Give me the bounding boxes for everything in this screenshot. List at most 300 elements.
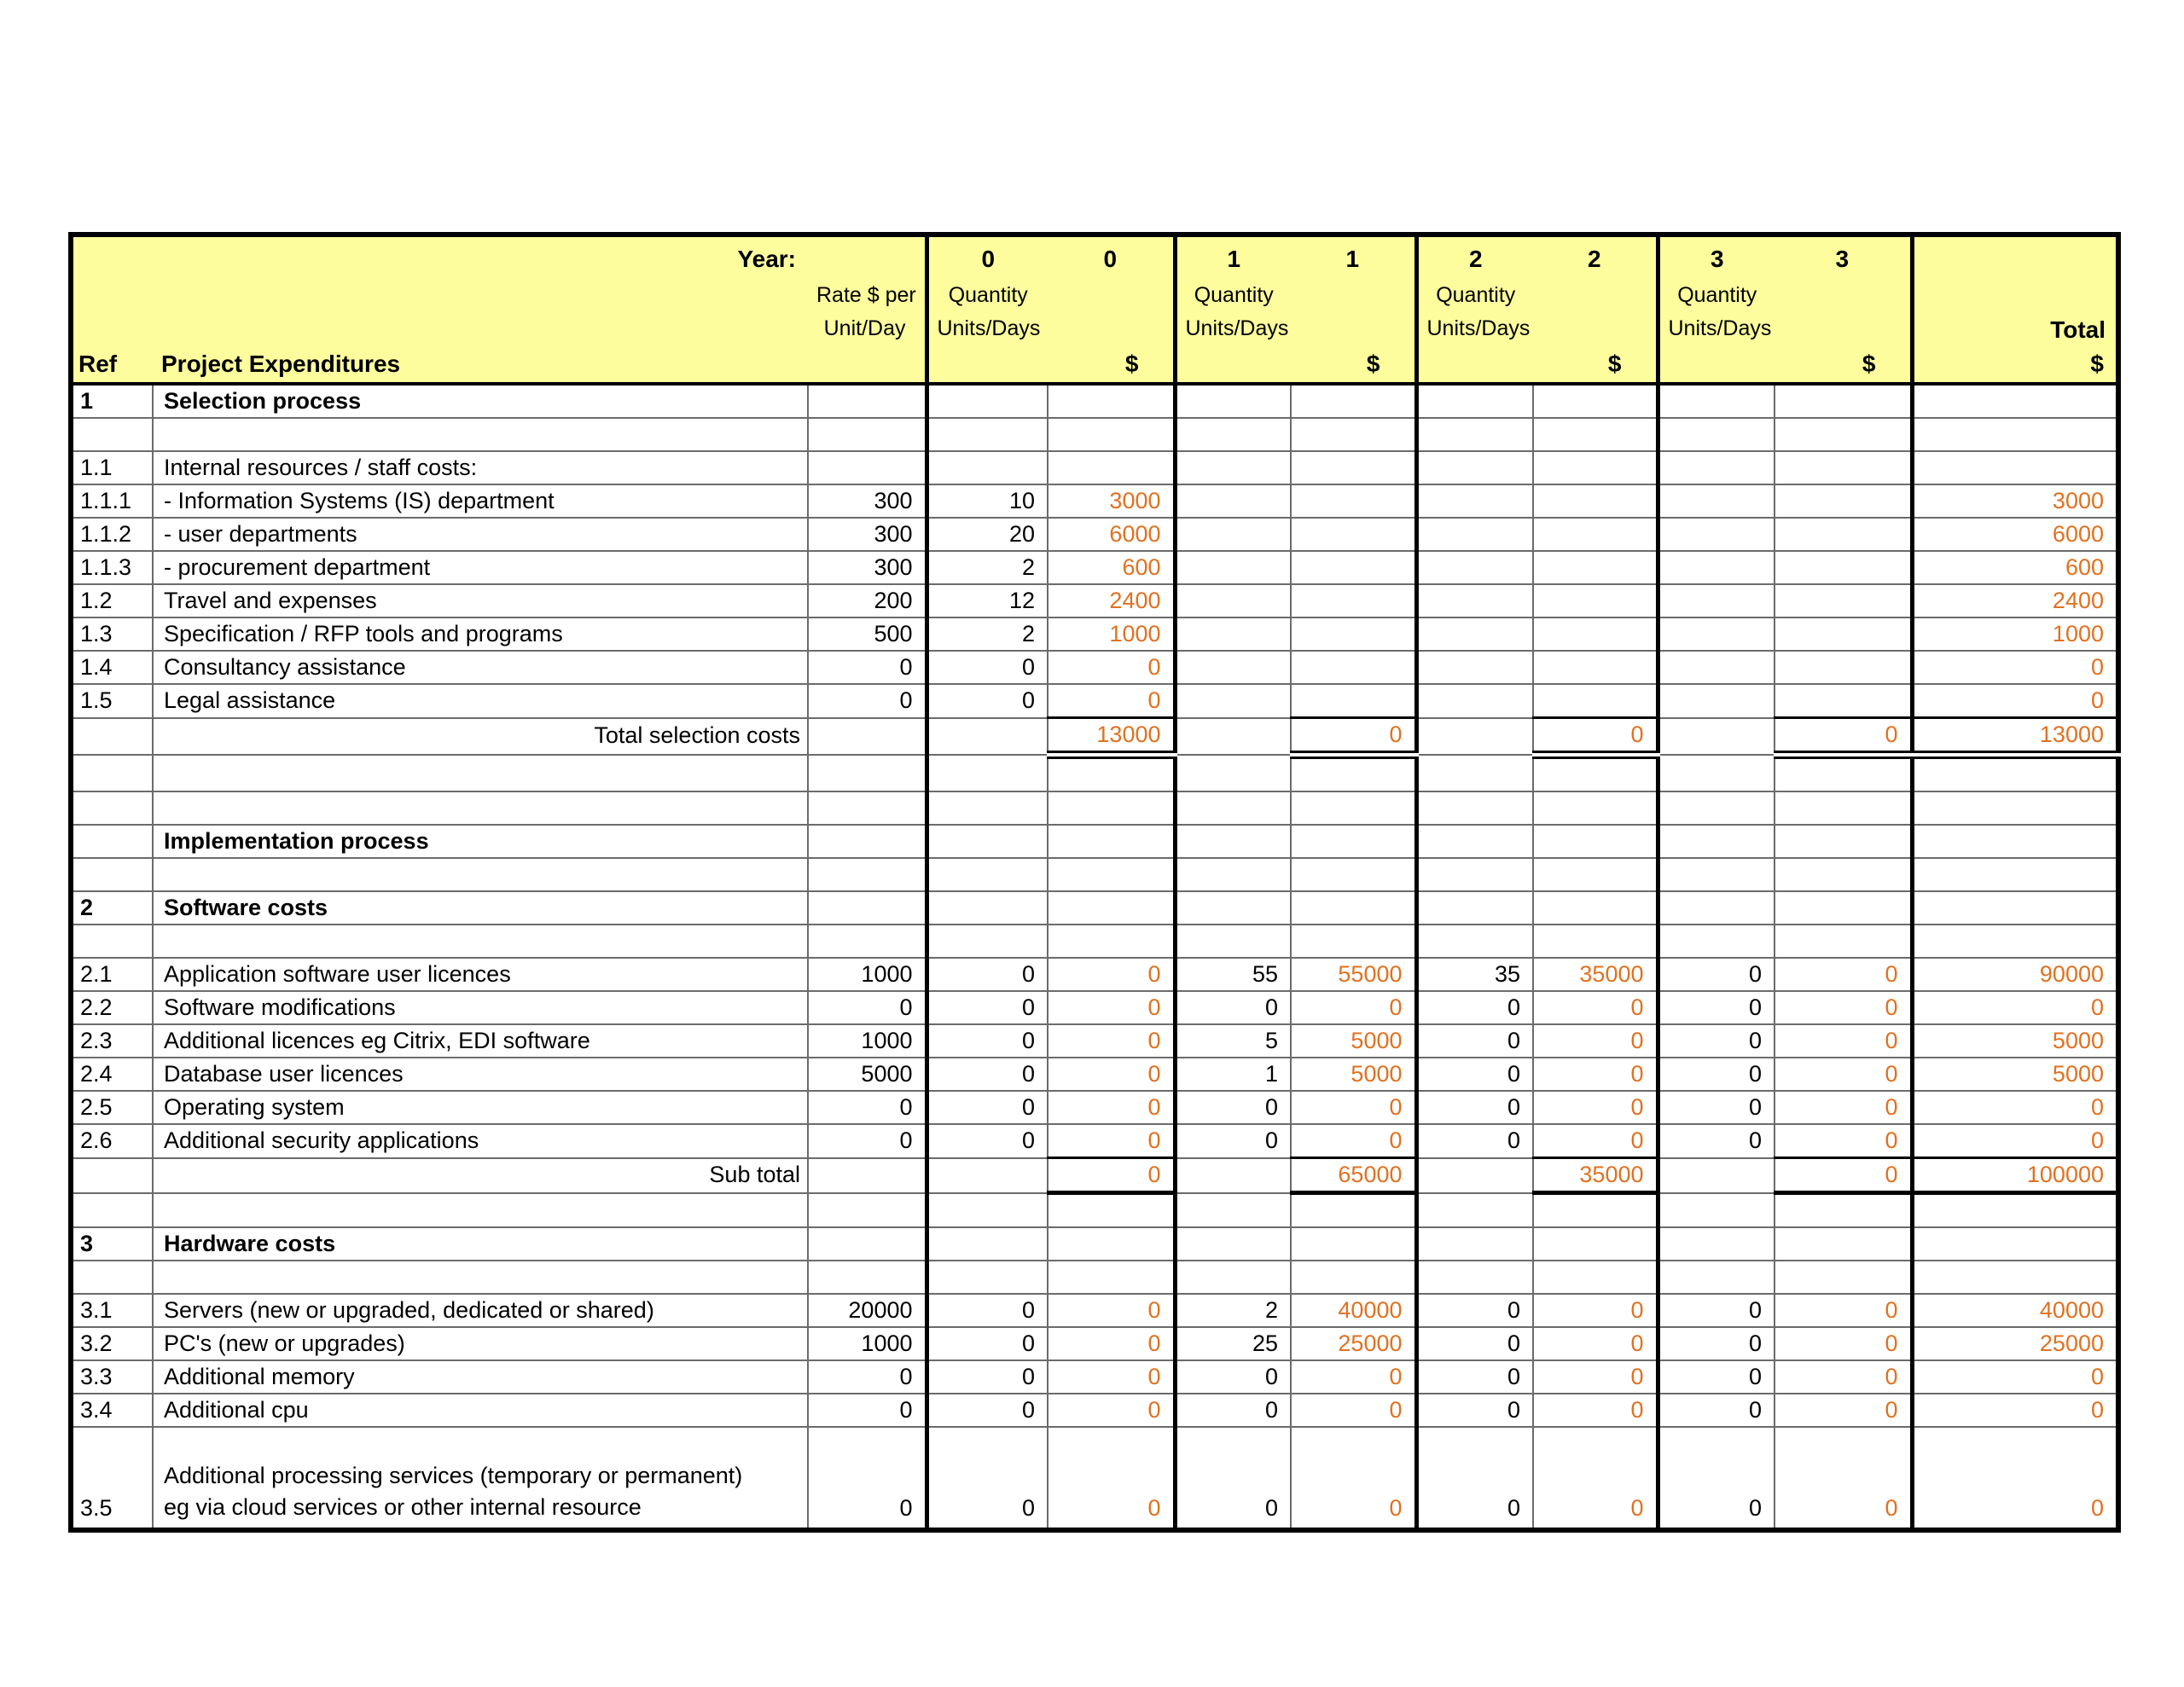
cell-year2-quantity [1416, 925, 1533, 958]
cell-year3-dollars [1774, 518, 1912, 551]
cell-year3-dollars [1774, 484, 1912, 518]
cell-year0-dollars: 0 [1048, 1124, 1175, 1158]
cell-year0-dollars [1048, 1193, 1175, 1228]
cell-year1-dollars [1291, 584, 1416, 617]
cell-year0-quantity [926, 858, 1048, 891]
cell-year2-dollars [1533, 825, 1658, 858]
cell-ref: 2.3 [71, 1024, 153, 1058]
cell-year1-quantity [1175, 451, 1291, 484]
cell-year3-dollars: 0 [1774, 1394, 1912, 1427]
header-year-label: Year: [71, 235, 808, 280]
cell-year2-quantity [1416, 891, 1533, 925]
cell-year3-quantity: 0 [1658, 1427, 1774, 1530]
project-expenditures-table [68, 232, 2121, 1533]
cell-label: Servers (new or upgraded, dedicated or shared) [153, 1294, 808, 1327]
cell-year3-quantity [1658, 825, 1774, 858]
cell-year2-dollars [1533, 384, 1658, 418]
cell-ref: 2.6 [71, 1124, 153, 1158]
cell-year1-quantity: 0 [1175, 1124, 1291, 1158]
cell-year3-quantity [1658, 651, 1774, 684]
expenditure-sheet [68, 232, 2121, 1533]
table-row [71, 958, 2118, 991]
cell-rate: 0 [808, 1427, 926, 1530]
cell-total [1912, 755, 2118, 791]
cell-year1-dollars [1291, 684, 1416, 718]
header-dollar-sign-year3: $ [1774, 346, 1912, 384]
cell-year0-quantity: 0 [926, 1394, 1048, 1427]
cell-label: Hardware costs [153, 1227, 808, 1261]
cell-label: Travel and expenses [153, 584, 808, 617]
header-spacer [1175, 346, 1291, 384]
spacer-row [71, 791, 2118, 825]
cell-rate: 20000 [808, 1294, 926, 1327]
cell-year1-quantity [1175, 791, 1291, 825]
cell-rate [808, 1227, 926, 1261]
cell-year0-quantity: 20 [926, 518, 1048, 551]
cell-year3-dollars [1774, 551, 1912, 584]
cell-year2-quantity [1416, 551, 1533, 584]
cell-year1-quantity [1175, 617, 1291, 651]
cell-year1-dollars: 0 [1291, 1427, 1416, 1530]
cell-year0-dollars [1048, 1261, 1175, 1294]
cell-year0-quantity: 2 [926, 617, 1048, 651]
cell-rate: 0 [808, 1394, 926, 1427]
cell-ref: 2.1 [71, 958, 153, 991]
cell-year1-dollars [1291, 551, 1416, 584]
cell-year2-dollars: 0 [1533, 1327, 1658, 1360]
cell-year3-dollars [1774, 858, 1912, 891]
cell-year3-dollars [1774, 825, 1912, 858]
cell-year2-quantity [1416, 1227, 1533, 1261]
cell-year3-quantity [1658, 891, 1774, 925]
table-row [71, 1024, 2118, 1058]
table-row [71, 518, 2118, 551]
cell-year3-dollars: 0 [1774, 1158, 1912, 1193]
cell-ref [71, 755, 153, 791]
cell-year1-quantity [1175, 858, 1291, 891]
cell-year1-quantity [1175, 718, 1291, 756]
cell-year3-quantity [1658, 684, 1774, 718]
cell-year0-dollars [1048, 755, 1175, 791]
cell-total: 6000 [1912, 518, 2118, 551]
cell-label: Sub total [153, 1158, 808, 1193]
cell-year1-dollars [1291, 825, 1416, 858]
cell-year1-dollars [1291, 791, 1416, 825]
cell-total [1912, 418, 2118, 451]
cell-total: 0 [1912, 1124, 2118, 1158]
cell-year1-quantity [1175, 825, 1291, 858]
header-quantity-label: Quantity [1416, 280, 1533, 312]
cell-year2-quantity [1416, 484, 1533, 518]
header-year1-number: 1 [1175, 235, 1291, 280]
cell-year1-quantity [1175, 418, 1291, 451]
cell-year1-quantity [1175, 755, 1291, 791]
cell-year0-dollars [1048, 451, 1175, 484]
cell-year1-dollars [1291, 651, 1416, 684]
cell-label: Specification / RFP tools and programs [153, 617, 808, 651]
cell-rate [808, 418, 926, 451]
cell-year1-quantity [1175, 484, 1291, 518]
cell-rate: 300 [808, 551, 926, 584]
cell-total [1912, 1261, 2118, 1294]
cell-year3-dollars [1774, 755, 1912, 791]
cell-year0-quantity [926, 925, 1048, 958]
cell-year0-dollars: 0 [1048, 1360, 1175, 1394]
cell-year3-dollars: 0 [1774, 1327, 1912, 1360]
spacer-row [71, 1261, 2118, 1294]
cell-year3-quantity: 0 [1658, 1360, 1774, 1394]
cell-year2-quantity [1416, 617, 1533, 651]
cell-year1-dollars: 0 [1291, 718, 1416, 756]
cell-label: Consultancy assistance [153, 651, 808, 684]
cell-year0-quantity [926, 791, 1048, 825]
cell-year1-quantity: 5 [1175, 1024, 1291, 1058]
cell-ref: 3.1 [71, 1294, 153, 1327]
cell-year3-quantity [1658, 1193, 1774, 1228]
cell-year1-dollars [1291, 418, 1416, 451]
cell-year2-dollars [1533, 651, 1658, 684]
cell-total: 0 [1912, 651, 2118, 684]
cell-year0-dollars: 0 [1048, 1158, 1175, 1193]
cell-year2-dollars: 35000 [1533, 958, 1658, 991]
cell-year0-dollars [1048, 1227, 1175, 1261]
table-row [71, 651, 2118, 684]
cell-year3-quantity: 0 [1658, 1024, 1774, 1058]
cell-label: Database user licences [153, 1058, 808, 1091]
cell-label: PC's (new or upgrades) [153, 1327, 808, 1360]
table-row [71, 718, 2118, 756]
cell-rate [808, 1261, 926, 1294]
cell-year0-quantity: 0 [926, 684, 1048, 718]
cell-rate: 0 [808, 1091, 926, 1124]
cell-year0-dollars [1048, 418, 1175, 451]
header-spacer [1048, 312, 1175, 346]
cell-year1-quantity [1175, 1193, 1291, 1228]
header-year3-number: 3 [1658, 235, 1774, 280]
cell-year0-quantity [926, 384, 1048, 418]
cell-year3-quantity [1658, 718, 1774, 756]
cell-year2-quantity [1416, 1193, 1533, 1228]
cell-rate [808, 791, 926, 825]
cell-year2-quantity [1416, 418, 1533, 451]
cell-ref: 1.2 [71, 584, 153, 617]
cell-year3-dollars: 0 [1774, 1360, 1912, 1394]
cell-year3-dollars: 0 [1774, 958, 1912, 991]
cell-year0-dollars: 6000 [1048, 518, 1175, 551]
cell-total: 5000 [1912, 1024, 2118, 1058]
cell-year0-quantity [926, 1158, 1048, 1193]
header-year0-number: 0 [1048, 235, 1175, 280]
cell-year2-dollars [1533, 551, 1658, 584]
cell-total [1912, 451, 2118, 484]
cell-label: Additional memory [153, 1360, 808, 1394]
cell-ref [71, 418, 153, 451]
cell-year1-dollars [1291, 1261, 1416, 1294]
cell-year0-dollars: 0 [1048, 958, 1175, 991]
cell-year3-dollars [1774, 651, 1912, 684]
cell-year0-dollars: 600 [1048, 551, 1175, 584]
cell-year1-dollars: 0 [1291, 1394, 1416, 1427]
cell-year1-quantity: 0 [1175, 1091, 1291, 1124]
cell-year3-dollars [1774, 1193, 1912, 1228]
table-row [71, 484, 2118, 518]
cell-ref: 1.1.3 [71, 551, 153, 584]
cell-year1-quantity [1175, 1261, 1291, 1294]
table-row [71, 1360, 2118, 1394]
cell-year0-dollars: 0 [1048, 1294, 1175, 1327]
cell-year3-quantity: 0 [1658, 1394, 1774, 1427]
cell-year0-quantity [926, 825, 1048, 858]
cell-ref: 2.5 [71, 1091, 153, 1124]
header-spacer [1416, 346, 1533, 384]
cell-label [153, 755, 808, 791]
cell-label: - procurement department [153, 551, 808, 584]
cell-year2-quantity [1416, 651, 1533, 684]
cell-year2-dollars: 35000 [1533, 1158, 1658, 1193]
cell-year3-quantity [1658, 617, 1774, 651]
header-dollar-sign-total: $ [1912, 346, 2118, 384]
spacer-row [71, 418, 2118, 451]
cell-rate: 0 [808, 684, 926, 718]
cell-year0-dollars: 0 [1048, 1327, 1175, 1360]
header-spacer [71, 280, 808, 312]
header-spacer [71, 312, 808, 346]
cell-label: Legal assistance [153, 684, 808, 718]
cell-total: 0 [1912, 1091, 2118, 1124]
header-spacer [1912, 280, 2118, 312]
header-ref-label: Ref [71, 346, 153, 384]
cell-label: - Information Systems (IS) department [153, 484, 808, 518]
cell-year1-quantity [1175, 584, 1291, 617]
header-spacer [808, 235, 926, 280]
header-spacer [1291, 312, 1416, 346]
cell-rate [808, 891, 926, 925]
cell-year0-dollars: 13000 [1048, 718, 1175, 756]
cell-label: Total selection costs [153, 718, 808, 756]
cell-year3-dollars [1774, 684, 1912, 718]
cell-year1-dollars: 0 [1291, 991, 1416, 1024]
header-dollar-sign-year1: $ [1291, 346, 1416, 384]
header-row-years [71, 235, 2118, 280]
table-row [71, 384, 2118, 418]
cell-year3-dollars [1774, 584, 1912, 617]
cell-year0-quantity: 12 [926, 584, 1048, 617]
cell-year1-quantity [1175, 891, 1291, 925]
cell-year1-dollars [1291, 617, 1416, 651]
table-row [71, 551, 2118, 584]
cell-total [1912, 891, 2118, 925]
cell-total: 5000 [1912, 1058, 2118, 1091]
cell-rate [808, 858, 926, 891]
cell-year2-quantity [1416, 825, 1533, 858]
cell-label: - user departments [153, 518, 808, 551]
cell-year2-dollars [1533, 484, 1658, 518]
cell-label: Additional cpu [153, 1394, 808, 1427]
cell-year1-dollars [1291, 1193, 1416, 1228]
cell-rate: 300 [808, 484, 926, 518]
table-row [71, 825, 2118, 858]
cell-year3-quantity [1658, 518, 1774, 551]
cell-total [1912, 791, 2118, 825]
cell-ref [71, 718, 153, 756]
header-spacer [1533, 280, 1658, 312]
cell-year3-dollars: 0 [1774, 1427, 1912, 1530]
cell-year1-quantity [1175, 518, 1291, 551]
cell-year0-quantity: 10 [926, 484, 1048, 518]
cell-year0-quantity [926, 1193, 1048, 1228]
cell-year3-dollars: 0 [1774, 1024, 1912, 1058]
table-row [71, 1394, 2118, 1427]
cell-rate [808, 384, 926, 418]
header-row-columns [71, 346, 2118, 384]
table-row [71, 1058, 2118, 1091]
cell-label: Operating system [153, 1091, 808, 1124]
cell-ref [71, 1193, 153, 1228]
cell-year0-dollars [1048, 925, 1175, 958]
cell-year3-quantity [1658, 1158, 1774, 1193]
cell-rate: 200 [808, 584, 926, 617]
cell-ref: 2.4 [71, 1058, 153, 1091]
cell-ref: 3.2 [71, 1327, 153, 1360]
header-year2-number: 2 [1533, 235, 1658, 280]
cell-year1-quantity [1175, 384, 1291, 418]
cell-rate [808, 718, 926, 756]
cell-total: 100000 [1912, 1158, 2118, 1193]
header-units-label: Units/Days [926, 312, 1048, 346]
header-rate-line1: Rate $ per [808, 280, 926, 312]
cell-year1-quantity: 25 [1175, 1327, 1291, 1360]
cell-ref [71, 1158, 153, 1193]
cell-year3-dollars [1774, 925, 1912, 958]
cell-ref: 3 [71, 1227, 153, 1261]
cell-label [153, 925, 808, 958]
table-row [71, 1091, 2118, 1124]
cell-year2-quantity: 0 [1416, 1058, 1533, 1091]
header-year3-number: 3 [1774, 235, 1912, 280]
cell-total: 0 [1912, 684, 2118, 718]
cell-label: Application software user licences [153, 958, 808, 991]
cell-year0-quantity: 0 [926, 1091, 1048, 1124]
cell-ref: 1.1 [71, 451, 153, 484]
header-year2-number: 2 [1416, 235, 1533, 280]
cell-year3-dollars: 0 [1774, 991, 1912, 1024]
cell-year0-dollars: 0 [1048, 1394, 1175, 1427]
cell-total [1912, 1227, 2118, 1261]
cell-year0-quantity: 0 [926, 651, 1048, 684]
cell-ref: 1 [71, 384, 153, 418]
header-units-label: Units/Days [1416, 312, 1533, 346]
cell-year2-dollars [1533, 1227, 1658, 1261]
cell-year3-quantity [1658, 1261, 1774, 1294]
cell-year3-dollars: 0 [1774, 1294, 1912, 1327]
cell-total: 0 [1912, 1427, 2118, 1530]
cell-year1-dollars [1291, 755, 1416, 791]
cell-year0-quantity [926, 1261, 1048, 1294]
cell-total: 40000 [1912, 1294, 2118, 1327]
header-spacer [1912, 235, 2118, 280]
cell-year2-quantity [1416, 1158, 1533, 1193]
cell-year0-quantity: 0 [926, 1327, 1048, 1360]
cell-year2-quantity: 0 [1416, 1427, 1533, 1530]
cell-year0-dollars: 3000 [1048, 484, 1175, 518]
cell-year1-dollars: 0 [1291, 1091, 1416, 1124]
cell-rate: 300 [808, 518, 926, 551]
cell-year2-dollars [1533, 858, 1658, 891]
cell-year1-quantity [1175, 551, 1291, 584]
cell-year3-dollars [1774, 617, 1912, 651]
header-quantity-label: Quantity [1175, 280, 1291, 312]
cell-label-line: Additional processing services (temporary or permanent) [164, 1463, 743, 1488]
cell-label [153, 418, 808, 451]
cell-ref: 3.3 [71, 1360, 153, 1394]
cell-total: 600 [1912, 551, 2118, 584]
table-row [71, 584, 2118, 617]
header-spacer [1048, 280, 1175, 312]
cell-year0-dollars: 0 [1048, 1427, 1175, 1530]
header-quantity-label: Quantity [1658, 280, 1774, 312]
cell-year2-dollars: 0 [1533, 1360, 1658, 1394]
cell-rate [808, 925, 926, 958]
table-row [71, 684, 2118, 718]
cell-rate [808, 1158, 926, 1193]
cell-label: Software costs [153, 891, 808, 925]
cell-year1-dollars [1291, 1227, 1416, 1261]
cell-year2-dollars [1533, 451, 1658, 484]
cell-year0-quantity: 0 [926, 1058, 1048, 1091]
table-row [71, 617, 2118, 651]
cell-year3-quantity [1658, 858, 1774, 891]
cell-year3-quantity: 0 [1658, 1294, 1774, 1327]
cell-ref: 3.4 [71, 1394, 153, 1427]
cell-label [153, 858, 808, 891]
cell-year2-quantity: 0 [1416, 1394, 1533, 1427]
cell-year3-quantity: 0 [1658, 991, 1774, 1024]
cell-year3-quantity: 0 [1658, 1091, 1774, 1124]
cell-rate: 0 [808, 991, 926, 1024]
cell-total: 0 [1912, 1360, 2118, 1394]
cell-ref [71, 825, 153, 858]
cell-total: 2400 [1912, 584, 2118, 617]
header-spacer [1774, 312, 1912, 346]
cell-year2-dollars: 0 [1533, 991, 1658, 1024]
cell-year2-dollars: 0 [1533, 1294, 1658, 1327]
header-spacer [1291, 280, 1416, 312]
table-row [71, 1327, 2118, 1360]
cell-total: 90000 [1912, 958, 2118, 991]
cell-year2-quantity [1416, 791, 1533, 825]
cell-year1-dollars: 0 [1291, 1360, 1416, 1394]
cell-rate [808, 825, 926, 858]
cell-label [153, 1261, 808, 1294]
cell-year1-dollars [1291, 484, 1416, 518]
cell-year3-quantity [1658, 791, 1774, 825]
cell-year0-quantity: 0 [926, 958, 1048, 991]
cell-year1-dollars [1291, 858, 1416, 891]
cell-year3-quantity: 0 [1658, 1327, 1774, 1360]
cell-year2-quantity [1416, 684, 1533, 718]
cell-year1-quantity: 0 [1175, 1427, 1291, 1530]
header-units-label: Units/Days [1658, 312, 1774, 346]
cell-year0-quantity [926, 755, 1048, 791]
cell-year2-dollars [1533, 684, 1658, 718]
table-row [71, 891, 2118, 925]
cell-year2-dollars [1533, 791, 1658, 825]
cell-year2-dollars: 0 [1533, 1024, 1658, 1058]
cell-year1-dollars: 25000 [1291, 1327, 1416, 1360]
cell-rate [808, 1193, 926, 1228]
cell-year0-quantity: 0 [926, 1124, 1048, 1158]
cell-rate [808, 451, 926, 484]
